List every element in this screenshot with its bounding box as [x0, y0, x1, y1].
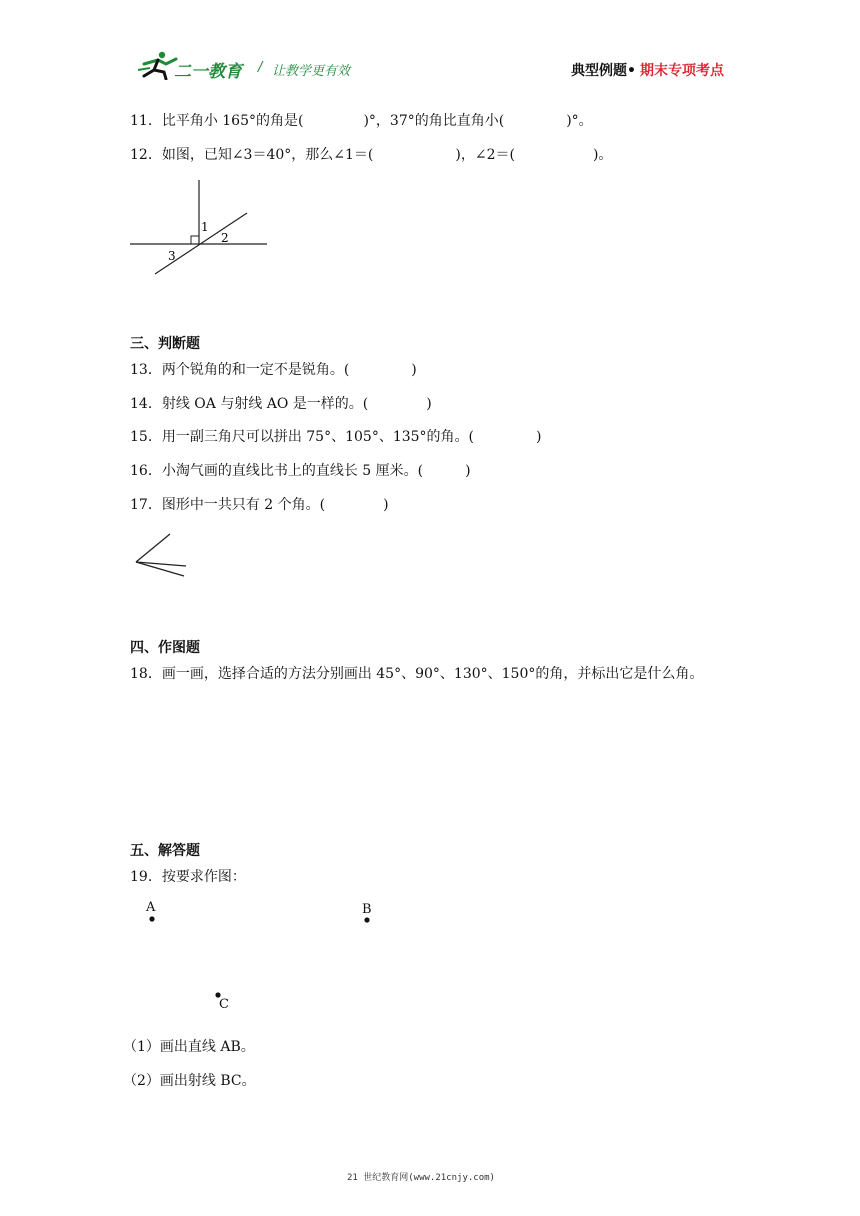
question-15 [130, 428, 541, 446]
point-label-a: A [146, 900, 156, 915]
question-number: 19． [130, 869, 162, 885]
question-text: 如图，已知∠3＝40°，那么∠1＝( [161, 147, 374, 163]
point-b-dot [363, 916, 371, 924]
question-19 [130, 868, 246, 886]
bracket-close: ) [426, 396, 432, 412]
angle-label-1: 1 [201, 220, 209, 234]
bracket-close: ) [536, 429, 542, 445]
question-number: 16． [130, 463, 162, 479]
question-12 [130, 146, 612, 164]
header-right-black: 典型例题• [571, 63, 636, 79]
question-17 [130, 496, 389, 514]
bracket-close: ) [383, 497, 389, 513]
question-text: 射线 OA 与射线 AO 是一样的。( [161, 396, 369, 412]
question-number: 13． [130, 362, 162, 378]
question-19-sub-1: （1）画出直线 AB。 [123, 1039, 255, 1055]
question-text: )，∠2＝( [455, 147, 515, 163]
footer-text: 21 世纪教育网(www.21cnjy.com) [347, 1173, 495, 1183]
header-separator: / [258, 60, 263, 75]
question-13 [130, 361, 417, 379]
question-number: 14． [130, 396, 162, 412]
point-a-dot [148, 915, 156, 923]
question-number: 15． [130, 429, 162, 445]
question-number: 11． [130, 113, 162, 129]
section-5-title: 五、解答题 [130, 843, 200, 859]
question-18 [130, 665, 703, 683]
question-text: )°，37°的角比直角小( [363, 113, 505, 129]
question-text: 按要求作图： [161, 869, 246, 885]
question-14 [130, 395, 432, 413]
question-number: 12． [130, 147, 162, 163]
question-11 [130, 112, 593, 130]
bracket-close: ) [411, 362, 417, 378]
logo-text: 二一教育 [174, 62, 242, 82]
question-number: 17． [130, 497, 162, 513]
section-3-title: 三、判断题 [130, 336, 200, 352]
question-text: 画一画，选择合适的方法分别画出 45°、90°、130°、150°的角，并标出它是什么角。 [161, 666, 704, 682]
angle-label-2: 2 [221, 231, 229, 245]
header [130, 50, 740, 84]
angle-figure-q12 [125, 178, 275, 278]
angle-label-3: 3 [168, 249, 176, 263]
question-19-sub-2: （2）画出射线 BC。 [123, 1073, 256, 1089]
question-16 [130, 462, 471, 480]
question-text: 两个锐角的和一定不是锐角。( [161, 362, 350, 378]
section-4-title: 四、作图题 [130, 640, 200, 656]
question-text: 用一副三角尺可以拼出 75°、105°、135°的角。( [161, 429, 474, 445]
angle-figure-q17 [132, 530, 192, 584]
question-text: 比平角小 165°的角是( [161, 113, 304, 129]
bracket-close: ) [465, 463, 471, 479]
header-slogan: 让教学更有效 [272, 64, 351, 79]
point-label-c: C [219, 997, 229, 1012]
question-text: 小淘气画的直线比书上的直线长 5 厘米。( [161, 463, 424, 479]
point-label-b: B [362, 902, 372, 917]
question-text: )°。 [566, 113, 593, 129]
header-right-red: 期末专项考点 [640, 63, 724, 79]
question-text: )。 [592, 147, 613, 163]
question-text: 图形中一共只有 2 个角。( [161, 497, 326, 513]
question-number: 18． [130, 666, 162, 682]
